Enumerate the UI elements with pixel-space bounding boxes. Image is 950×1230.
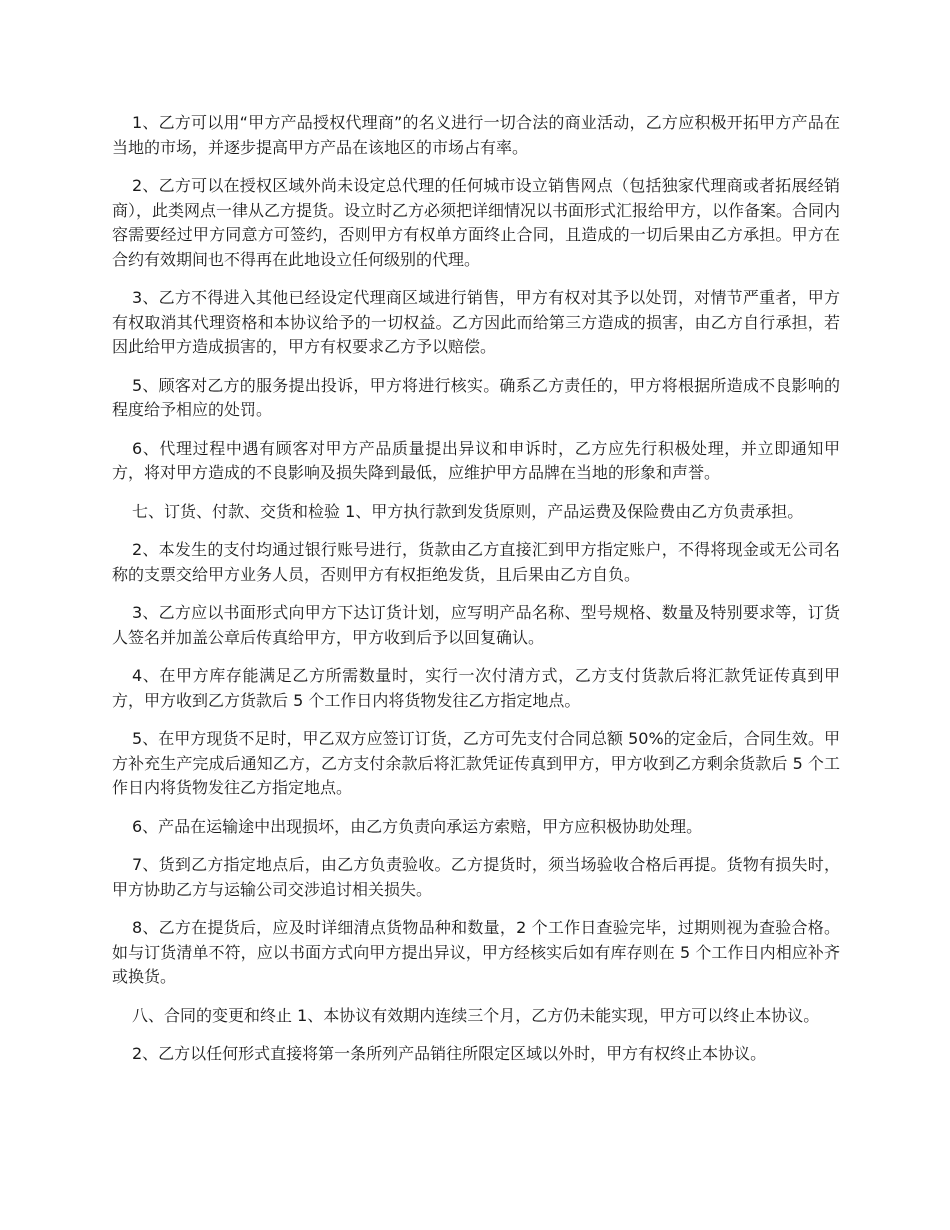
paragraph-8: 3、乙方应以书面形式向甲方下达订货计划，应写明产品名称、型号规格、数量及特别要求等，订货人签名并加盖公章后传真给甲方，甲方收到后予以回复确认。 xyxy=(112,603,840,647)
paragraph-5: 6、代理过程中遇有顾客对甲方产品质量提出异议和申诉时，乙方应先行积极处理，并立即通知甲方，将对甲方造成的不良影响及损失降到最低，应维护甲方品牌在当地的形象和声誉。 xyxy=(112,438,840,482)
paragraph-12: 7、货到乙方指定地点后，由乙方负责验收。乙方提货时，须当场验收合格后再提。货物有损失时，甲方协助乙方与运输公司交涉追讨相关损失。 xyxy=(112,855,840,899)
paragraph-14: 八、合同的变更和终止 1、本协议有效期内连续三个月，乙方仍未能实现，甲方可以终止本协议。 xyxy=(132,1005,820,1025)
document-body xyxy=(112,111,840,1081)
paragraph-13: 8、乙方在提货后，应及时详细清点货物品种和数量，2 个工作日查验完毕，过期则视为查验合格。如与订货清单不符，应以书面方式向甲方提出异议，甲方经核实后如有库存则在 5 个工作日内相应补齐或换货。 xyxy=(112,918,840,986)
paragraph-4: 5、顾客对乙方的服务提出投诉，甲方将进行核实。确系乙方责任的，甲方将根据所造成不良影响的程度给予相应的处罚。 xyxy=(112,375,840,419)
paragraph-3: 3、乙方不得进入其他已经设定代理商区域进行销售，甲方有权对其予以处罚，对情节严重者，甲方有权取消其代理资格和本协议给予的一切权益。乙方因此而给第三方造成的损害，由乙方自行承担，若因此给甲方造成损害的，甲方有权要求乙方予以赔偿。 xyxy=(112,288,840,356)
paragraph-9: 4、在甲方库存能满足乙方所需数量时，实行一次付清方式，乙方支付货款后将汇款凭证传真到甲方，甲方收到乙方货款后 5 个工作日内将货物发往乙方指定地点。 xyxy=(112,666,840,710)
paragraph-2: 2、乙方可以在授权区域外尚未设定总代理的任何城市设立销售网点（包括独家代理商或者拓展经销商），此类网点一律从乙方提货。设立时乙方必须把详细情况以书面形式汇报给甲方，以作备案。合同内容需要经过甲方同意方可签约，否则甲方有权单方面终止合同，且造成的一切后果由乙方承担。甲方在合约有效期间也不得再在此地设立任何级别的代理。 xyxy=(112,176,841,269)
paragraph-15: 2、乙方以任何形式直接将第一条所列产品销往所限定区域以外时，甲方有权终止本协议。 xyxy=(132,1044,767,1063)
paragraph-1: 1、乙方可以用“甲方产品授权代理商”的名义进行一切合法的商业活动，乙方应积极开拓甲方产品在当地的市场，并逐步提高甲方产品在该地区的市场占有率。 xyxy=(112,113,840,157)
paragraph-10: 5、在甲方现货不足时，甲乙双方应签订订货，乙方可先支付合同总额 50%的定金后，合同生效。甲方补充生产完成后通知乙方，乙方支付余款后将汇款凭证传真到甲方，甲方收到乙方剩余货款后 5 个工作日内将货物发往乙方指定地点。 xyxy=(112,729,840,797)
paragraph-11: 6、产品在运输途中出现损坏，由乙方负责向承运方索赔，甲方应积极协助处理。 xyxy=(132,816,703,836)
paragraph-6: 七、订货、付款、交货和检验 1、甲方执行款到发货原则，产品运费及保险费由乙方负责承担。 xyxy=(132,501,804,521)
paragraph-7: 2、本发生的支付均通过银行账号进行，货款由乙方直接汇到甲方指定账户，不得将现金或无公司名称的支票交给甲方业务人员，否则甲方有权拒绝发货，且后果由乙方自负。 xyxy=(112,540,840,584)
